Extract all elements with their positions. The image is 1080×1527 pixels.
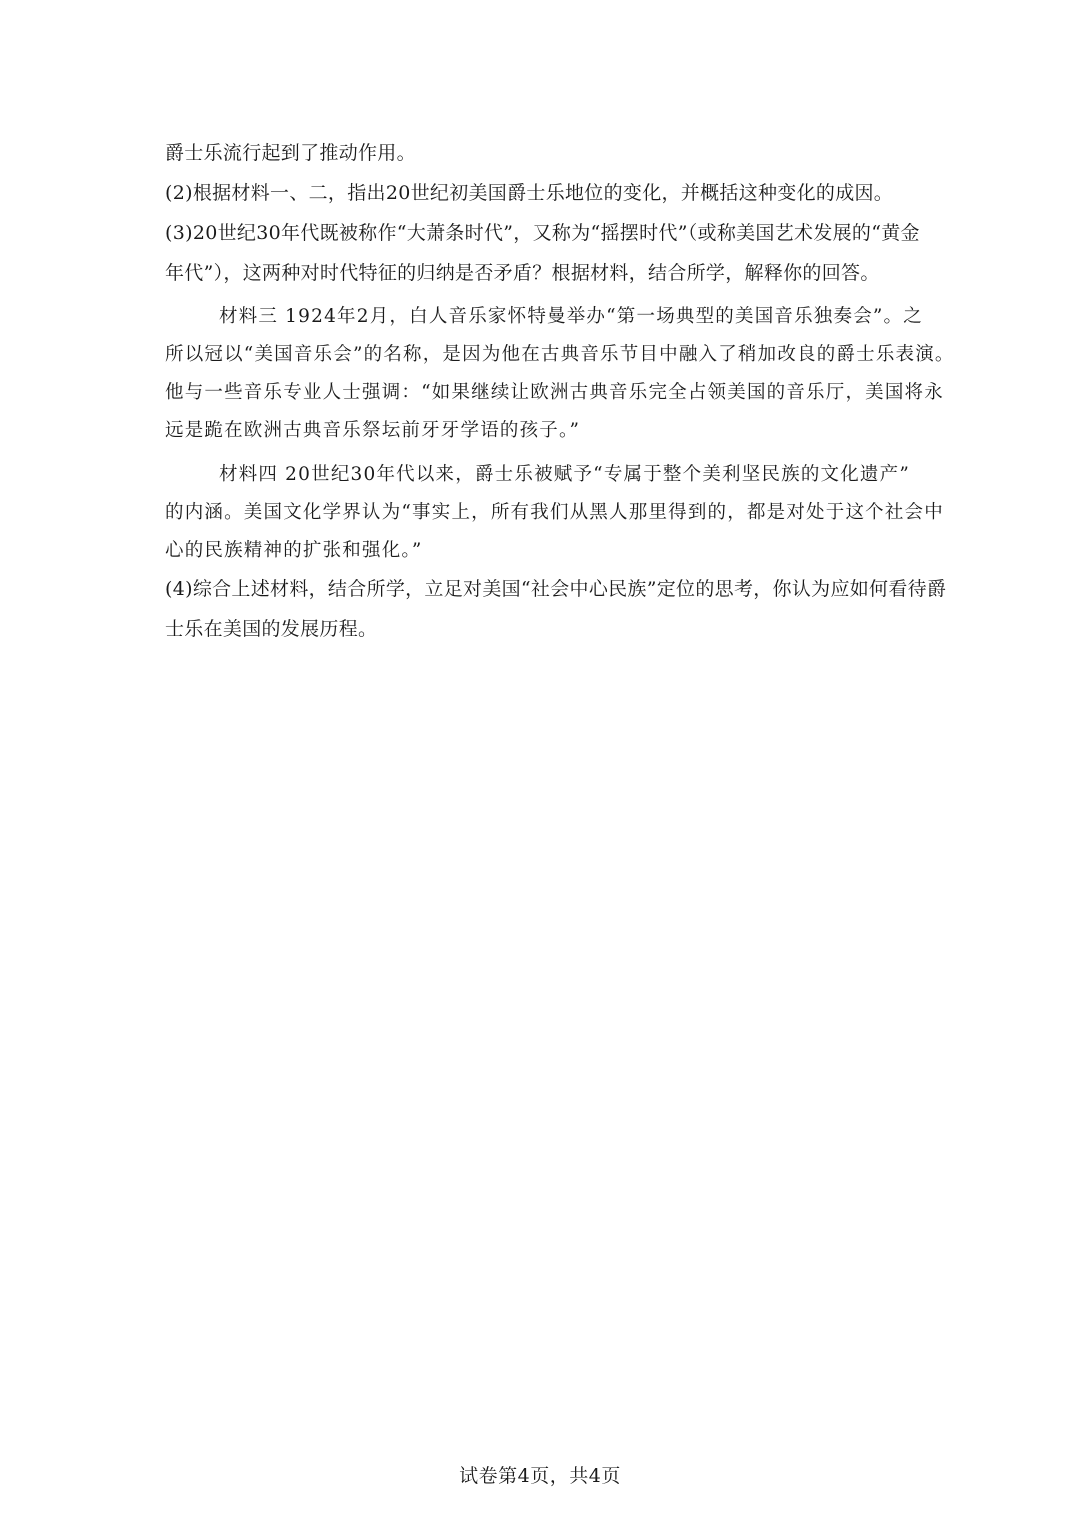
material-3-line-2: 所以冠以“美国音乐会”的名称，是因为他在古典音乐节目中融入了稍加改良的爵士乐表演。 (165, 344, 955, 365)
material-3-line-4: 远是跪在欧洲古典音乐祭坛前牙牙学语的孩子。” (165, 420, 581, 441)
question-3-line-2: 年代”），这两种对时代特征的归纳是否矛盾？根据材料，结合所学，解释你的回答。 (165, 262, 880, 284)
material-3-line-3: 他与一些音乐专业人士强调：“如果继续让欧洲古典音乐完全占领美国的音乐厅，美国将永 (165, 382, 944, 403)
material-4-line-1: 材料四 20世纪30年代以来，爵士乐被赋予“专属于整个美利坚民族的文化遗产” (219, 464, 910, 485)
question-4-line-1: (4)综合上述材料，结合所学，立足对美国“社会中心民族”定位的思考，你认为应如何看待爵 (165, 578, 947, 600)
page-content (165, 137, 955, 645)
material-4-line-2: 的内涵。美国文化学界认为“事实上，所有我们从黑人那里得到的，都是对处于这个社会中 (165, 502, 944, 523)
material-3 (165, 299, 955, 449)
material-3-line-1: 材料三 1924年2月，白人音乐家怀特曼举办“第一场典型的美国音乐独奏会”。之 (219, 306, 923, 327)
material-4 (165, 457, 944, 569)
material-4-line-3: 心的民族精神的扩张和强化。” (165, 540, 423, 561)
question-2: (2)根据材料一、二，指出20世纪初美国爵士乐地位的变化，并概括这种变化的成因。 (165, 182, 894, 204)
text-line: 爵士乐流行起到了推动作用。 (165, 142, 416, 164)
question-3-line-1: (3)20世纪30年代既被称作“大萧条时代”，又称为“摇摆时代”（或称美国艺术发展的“黄金 (165, 222, 920, 244)
question-4-line-2: 士乐在美国的发展历程。 (165, 618, 378, 640)
page-footer: 试卷第4页，共4页 (459, 1465, 621, 1487)
